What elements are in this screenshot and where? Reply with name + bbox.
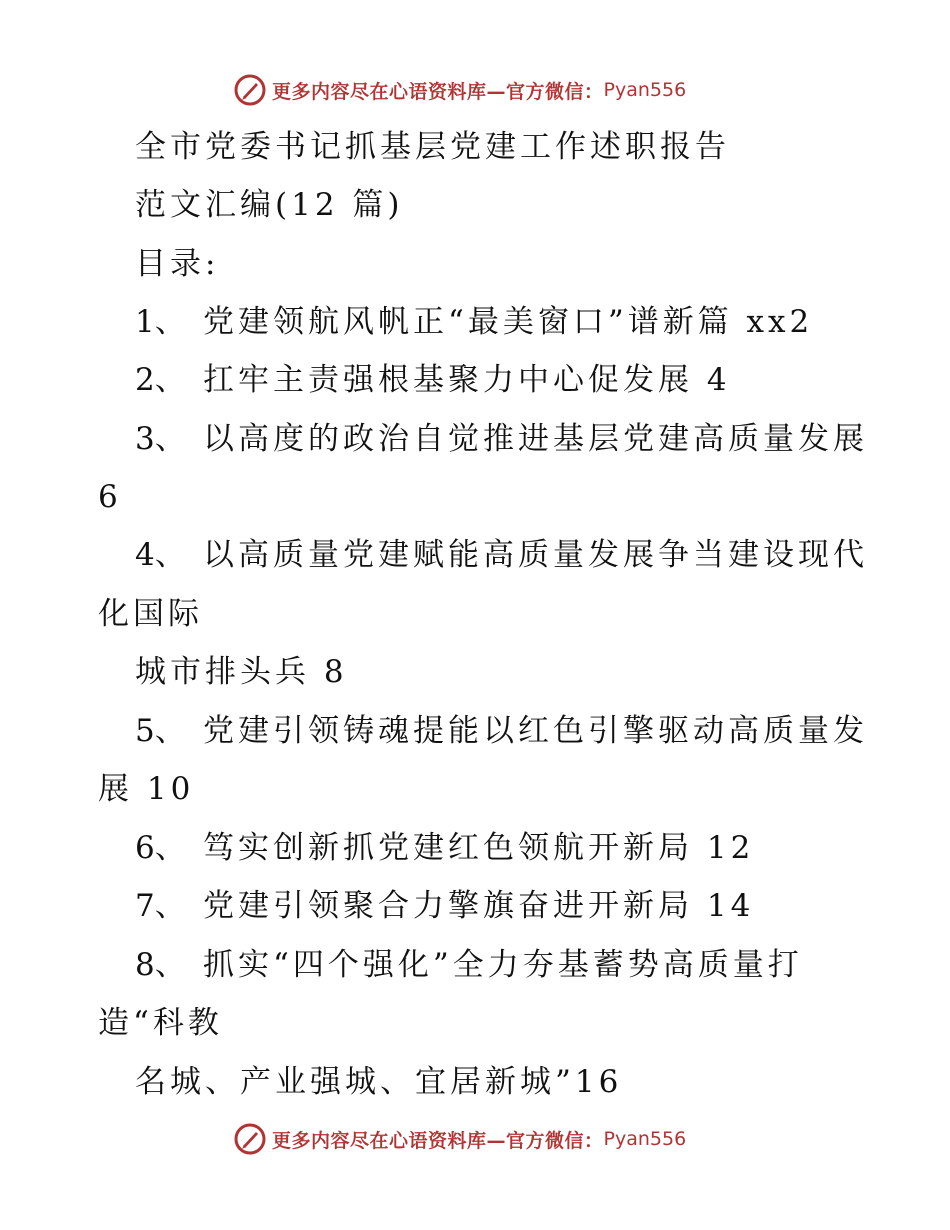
- toc-entry-5-continuation: 展 10: [98, 771, 195, 807]
- toc-entry-text: 以高度的政治自觉推进基层党建高质量发展: [203, 421, 868, 457]
- toc-entry-4: [135, 535, 868, 575]
- toc-entry-7: [135, 886, 754, 926]
- toc-entry-number: 1、: [135, 304, 186, 340]
- watermark-text: 更多内容尽在心语资料库—官方微信：: [272, 1129, 604, 1152]
- watermark-handle: Pyan556: [603, 1128, 687, 1150]
- quill-pen-logo-icon: [234, 1123, 266, 1155]
- document-title-line-1: 全市党委书记抓基层党建工作述职报告: [135, 129, 730, 165]
- toc-entry-number: 3、: [135, 421, 186, 457]
- footer-watermark: [234, 1122, 686, 1156]
- toc-entry-text: 党建领航风帆正“最美窗口”谱新篇 xx2: [203, 304, 814, 340]
- toc-entry-8-continuation: 造“科教: [98, 1005, 223, 1041]
- toc-entry-6: [135, 828, 754, 868]
- toc-entry-text: 党建引领铸魂提能以红色引擎驱动高质量发: [203, 713, 868, 749]
- toc-entry-4-continuation: 化国际: [98, 596, 203, 632]
- toc-entry-number: 8、: [135, 947, 186, 983]
- toc-entry-text: 笃实创新抓党建红色领航开新局 12: [203, 830, 755, 866]
- toc-entry-8: [135, 945, 803, 985]
- toc-entry-text: 以高质量党建赋能高质量发展争当建设现代: [203, 537, 868, 573]
- watermark-handle: Pyan556: [603, 79, 687, 101]
- watermark-text: 更多内容尽在心语资料库—官方微信：: [272, 80, 604, 103]
- toc-entry-1: [135, 302, 813, 342]
- toc-entry-4-continuation-2: 城市排头兵 8: [135, 654, 348, 690]
- toc-entry-3-continuation: 6: [98, 479, 122, 515]
- toc-entry-number: 6、: [135, 830, 186, 866]
- toc-label: 目录:: [135, 246, 220, 282]
- toc-entry-8-continuation-2: 名城、产业强城、宜居新城”16: [135, 1064, 623, 1100]
- toc-entry-2: [135, 360, 731, 400]
- quill-pen-logo-icon: [234, 74, 266, 106]
- toc-entry-5: [135, 711, 868, 751]
- header-watermark: [234, 73, 686, 107]
- toc-entry-number: 5、: [135, 713, 186, 749]
- document-title-line-2: 范文汇编(12 篇): [135, 187, 404, 223]
- toc-entry-text: 党建引领聚合力擎旗奋进开新局 14: [203, 888, 755, 924]
- toc-entry-text: 抓实“四个强化”全力夯基蓄势高质量打: [203, 947, 803, 983]
- toc-entry-number: 4、: [135, 537, 186, 573]
- toc-entry-text: 扛牢主责强根基聚力中心促发展 4: [203, 362, 731, 398]
- toc-entry-number: 7、: [135, 888, 186, 924]
- toc-entry-number: 2、: [135, 362, 186, 398]
- toc-entry-3: [135, 419, 868, 459]
